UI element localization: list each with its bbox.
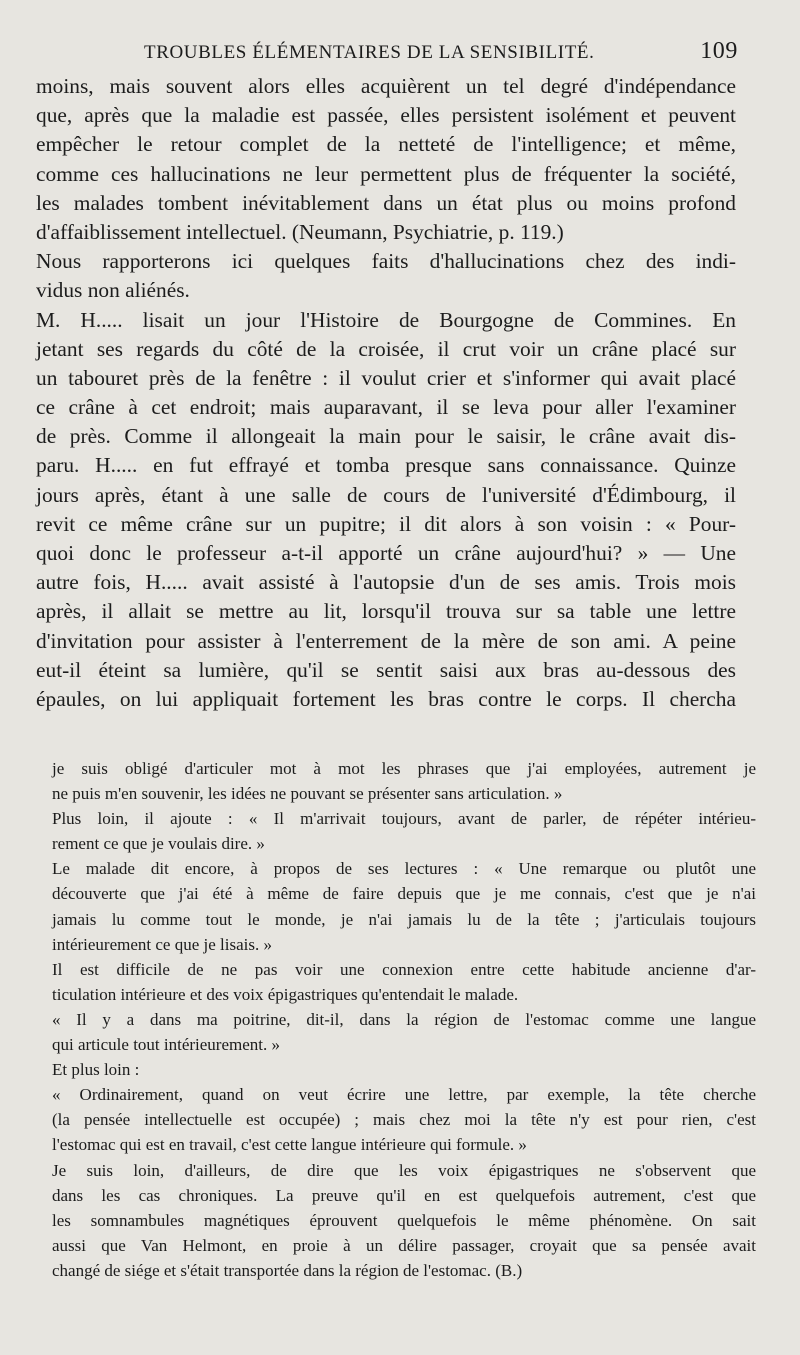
note-line: Je suis loin, d'ailleurs, de dire que les voix épigastriques ne s'observent que (52, 1160, 756, 1180)
text-line: jetant ses regards du côté de la croisée, il crut voir un crâne placé sur (36, 336, 736, 361)
note-line: les somnambules magnétiques éprouvent quelquefois le même phénomène. On sait (52, 1210, 756, 1230)
note-line: jamais lu comme tout le monde, je n'ai jamais lu de la tête ; j'articulais toujours (52, 909, 756, 929)
text-line: que, après que la maladie est passée, elles persistent isolément et peuvent (36, 103, 736, 128)
text-line: Nous rapporterons ici quelques faits d'hallucinations chez des indi- (36, 249, 736, 274)
note-line: changé de siége et s'était transportée dans la région de l'estomac. (B.) (52, 1260, 523, 1280)
note-line: ticulation intérieure et des voix épigastriques qu'entendait le malade. (52, 984, 519, 1004)
note-line: découverte que j'ai été à même de faire depuis que je me connais, c'est que je n'ai (52, 884, 756, 904)
note-line: qui articule tout intérieurement. » (52, 1035, 281, 1055)
note-line: dans les cas chroniques. La preuve qu'il en est quelquefois autrement, c'est que (52, 1185, 756, 1205)
text-line: revit ce même crâne sur un pupitre; il dit alors à son voisin : « Pour- (36, 511, 736, 536)
text-line: comme ces hallucinations ne leur permettent plus de fréquenter la société, (36, 161, 736, 186)
note-line: aussi que Van Helmont, en proie à un délire passager, croyait que sa pensée avait (52, 1235, 756, 1255)
text-line: après, il allait se mettre au lit, lorsqu'il trouva sur sa table une lettre (36, 599, 736, 624)
text-line: moins, mais souvent alors elles acquièrent un tel degré d'indépendance (36, 74, 736, 98)
note-line: intérieurement ce que je lisais. » (52, 934, 272, 954)
note-line: l'estomac qui est en travail, c'est cette langue intérieure qui formule. » (52, 1135, 527, 1155)
note-line: ne puis m'en souvenir, les idées ne pouvant se présenter sans articulation. » (52, 784, 563, 804)
text-line: eut-il éteint sa lumière, qu'il se sentit saisi aux bras au-dessous des (36, 657, 736, 682)
note-line: Plus loin, il ajoute : « Il m'arrivait toujours, avant de parler, de répéter intérieu- (52, 809, 756, 829)
note-line: « Il y a dans ma poitrine, dit-il, dans la région de l'estomac comme une langue (52, 1009, 756, 1029)
note-line: « Ordinairement, quand on veut écrire une lettre, par exemple, la tête cherche (52, 1085, 756, 1105)
note-line: je suis obligé d'articuler mot à mot les phrases que j'ai employées, autrement je (52, 759, 756, 778)
note-line: Le malade dit encore, à propos de ses lectures : « Une remarque ou plutôt une (52, 859, 756, 879)
text-line: quoi donc le professeur a-t-il apporté un crâne aujourd'hui? » — Une (36, 541, 736, 565)
note-line: (la pensée intellectuelle est occupée) ; mais chez moi la tête n'y est pour rien, c'est (52, 1110, 756, 1130)
note-line: rement ce que je voulais dire. » (52, 834, 265, 854)
text-line: d'invitation pour assister à l'enterrement de la mère de son ami. A peine (36, 628, 736, 653)
running-title: TROUBLES ÉLÉMENTAIRES DE LA SENSIBILITÉ. (144, 42, 595, 63)
text-line: les malades tombent inévitablement dans un état plus ou moins profond (36, 190, 736, 215)
text-line: d'affaiblissement intellectuel. (Neumann, Psychiatrie, p. 119.) (36, 219, 564, 244)
footnote-text (52, 756, 756, 1283)
main-text (36, 72, 736, 714)
text-line: autre fois, H..... avait assisté à l'autopsie d'un de ses amis. Trois mois (36, 570, 736, 595)
page-number: 109 (700, 38, 738, 64)
note-line: Il est difficile de ne pas voir une connexion entre cette habitude ancienne d'ar- (52, 959, 756, 979)
text-line: un tabouret près de la fenêtre : il voulut crier et s'informer qui avait placé (36, 365, 736, 390)
running-header (36, 40, 738, 70)
note-line: Et plus loin : (52, 1060, 140, 1080)
text-line: vidus non aliénés. (36, 278, 190, 303)
text-line: de près. Comme il allongeait la main pour le saisir, le crâne avait dis- (36, 424, 736, 449)
text-line: paru. H..... en fut effrayé et tomba presque sans connaissance. Quinze (36, 453, 736, 478)
text-line: ce crâne à cet endroit; mais auparavant, il se leva pour aller l'examiner (36, 395, 736, 420)
text-line: empêcher le retour complet de la netteté de l'intelligence; et même, (36, 132, 736, 157)
text-line: épaules, on lui appliquait fortement les bras contre le corps. Il chercha (36, 686, 736, 711)
text-line: M. H..... lisait un jour l'Histoire de Bourgogne de Commines. En (36, 307, 736, 332)
text-line: jours après, étant à une salle de cours de l'université d'Édimbourg, il (36, 482, 736, 507)
